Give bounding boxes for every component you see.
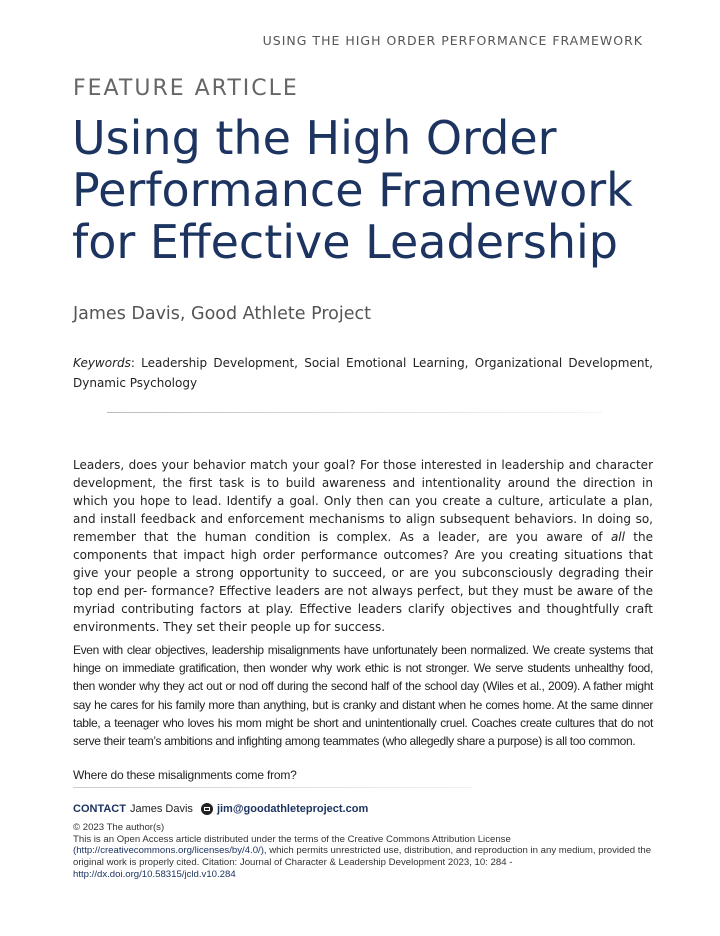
keywords-text: : Leadership Development, Social Emotional Learning, Organizational Development, Dynamic Psychology [73, 356, 653, 390]
article-title: Using the High Order Performance Framework for Effective Leadership [72, 111, 633, 269]
section-label: FEATURE ARTICLE [73, 76, 299, 101]
footer-notice [73, 822, 653, 881]
contact-email-link[interactable]: jim@goodathleteproject.com [216, 803, 369, 815]
license-pre: This is an Open Access article distributed under the terms of the Creative Commons Attribution License [73, 833, 511, 845]
contact-line [73, 803, 368, 815]
contact-label: CONTACT [73, 803, 126, 815]
copyright-line: © 2023 The author(s) [73, 822, 165, 833]
footer-divider [73, 787, 473, 788]
license-link[interactable]: (http://creativecommons.org/licenses/by/4.0/) [73, 845, 264, 857]
paragraph-1-part-a: Leaders, does your behavior match your goal? For those interested in leadership and character development, the first task is to build awareness and intentionality around the direction in which you hope to lead. Identify a goal. Only then can you create a culture, articulate a plan, and install feedback and enforcement mechanisms to align subsequent behaviors. In doing so, remember that the human condition is complex. As a leader, are you aware of [73, 458, 653, 544]
paragraph-3: Where do these misalignments come from? [73, 768, 297, 782]
keywords-label: Keywords [73, 356, 131, 370]
paragraph-1-part-b: the components that impact high order performance outcomes? Are you creating situations that give your people a strong opportunity to succeed, or are you subconsciously degrading their top end per- formance? Effective leaders are not always perfect, but they must be aware of the myriad contributing factors at play. Effective leaders clarify objectives and thoughtfully craft environments. They set their people up for success. [73, 530, 653, 634]
author-line: James Davis, Good Athlete Project [73, 304, 371, 324]
license-post: , which permits unrestricted use, distribution, and reproduction in any medium, provided the original work is properly cited. Citation: Journal of Character & Leadership Development 2023, 10: 284 - [73, 845, 652, 869]
paragraph-1 [73, 456, 653, 636]
doi-link[interactable]: http://dx.doi.org/10.58315/jcld.v10.284 [73, 868, 236, 880]
keywords [73, 353, 653, 393]
paragraph-2: Even with clear objectives, leadership misalignments have unfortunately been normalized. We create systems that hinge on immediate gratification, then wonder why work ethic is not stronger. We serve students unhealthy food, then wonder why they act out or nod off during the second half of the school day (Wiles et al., 2009). A father might say he cares for his family more than anything, but is cranky and distant when he comes home. At the same dinner table, a teenager who loves his mom might be short and unintentionally cruel. Coaches create cultures that do not serve their team’s ambitions and infighting among teammates (who allegedly share a purpose) is all too common. [73, 643, 653, 749]
envelope-icon [201, 803, 213, 815]
license-text [73, 834, 653, 881]
divider [107, 412, 602, 413]
running-head: USING THE HIGH ORDER PERFORMANCE FRAMEWORK [262, 33, 643, 48]
paragraph-1-emphasis: all [610, 530, 625, 544]
contact-name: James Davis [129, 803, 193, 815]
